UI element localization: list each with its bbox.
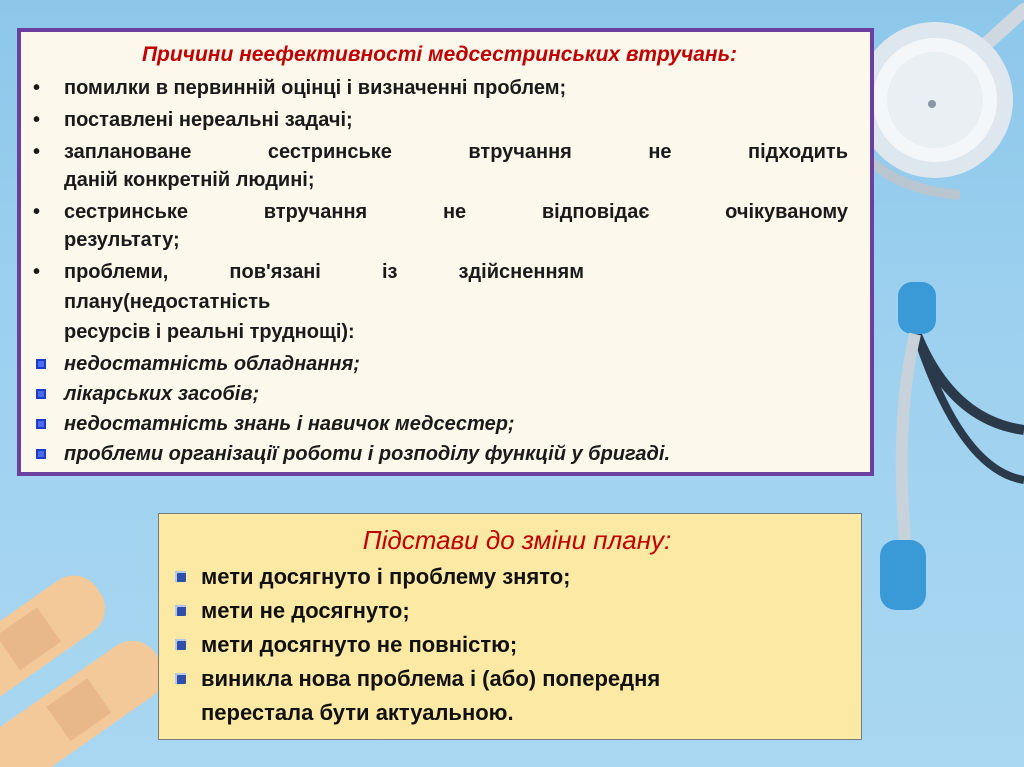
- plan-change-item: виникла нова проблема і (або) попередня перестала бути актуальною.: [173, 662, 841, 730]
- causes-bullet: • проблеми, пов'язані із здійсненням плану(недостатність ресурсів і реальні труднощі):: [33, 261, 584, 343]
- causes-bullet: • помилки в первинній оцінці і визначенні проблем;: [33, 77, 567, 99]
- causes-bullet: • заплановане сестринське втручання не підходить даній конкретній людині;: [33, 141, 848, 191]
- square-bullet-icon: [36, 449, 46, 459]
- resource-item: лікарських засобів;: [31, 380, 848, 408]
- square-bullet-icon: [175, 673, 186, 684]
- square-bullet-icon: [36, 389, 46, 399]
- square-bullet-icon: [36, 359, 46, 369]
- plan-change-panel: [158, 513, 862, 740]
- causes-bullet: • сестринське втручання не відповідає очікуваному результату;: [33, 201, 848, 251]
- resource-item: проблеми організації роботи і розподілу функцій у бригаді.: [31, 440, 848, 468]
- causes-title: Причини неефективності медсестринських втручань:: [141, 43, 738, 66]
- square-bullet-icon: [175, 639, 186, 650]
- causes-panel: [17, 28, 874, 476]
- plan-change-item: мети досягнуто і проблему знято;: [173, 560, 841, 594]
- resource-item: недостатність знань і навичок медсестер;: [31, 410, 848, 438]
- square-bullet-icon: [175, 605, 186, 616]
- plan-change-title: Підстави до зміни плану:: [362, 525, 672, 555]
- resource-item: недостатність обладнання;: [31, 350, 848, 378]
- plan-change-item: мети не досягнуто;: [173, 594, 841, 628]
- square-bullet-icon: [175, 571, 186, 582]
- causes-bullet: • поставлені нереальні задачі;: [33, 109, 353, 131]
- square-bullet-icon: [36, 419, 46, 429]
- plan-change-item: мети досягнуто не повністю;: [173, 628, 841, 662]
